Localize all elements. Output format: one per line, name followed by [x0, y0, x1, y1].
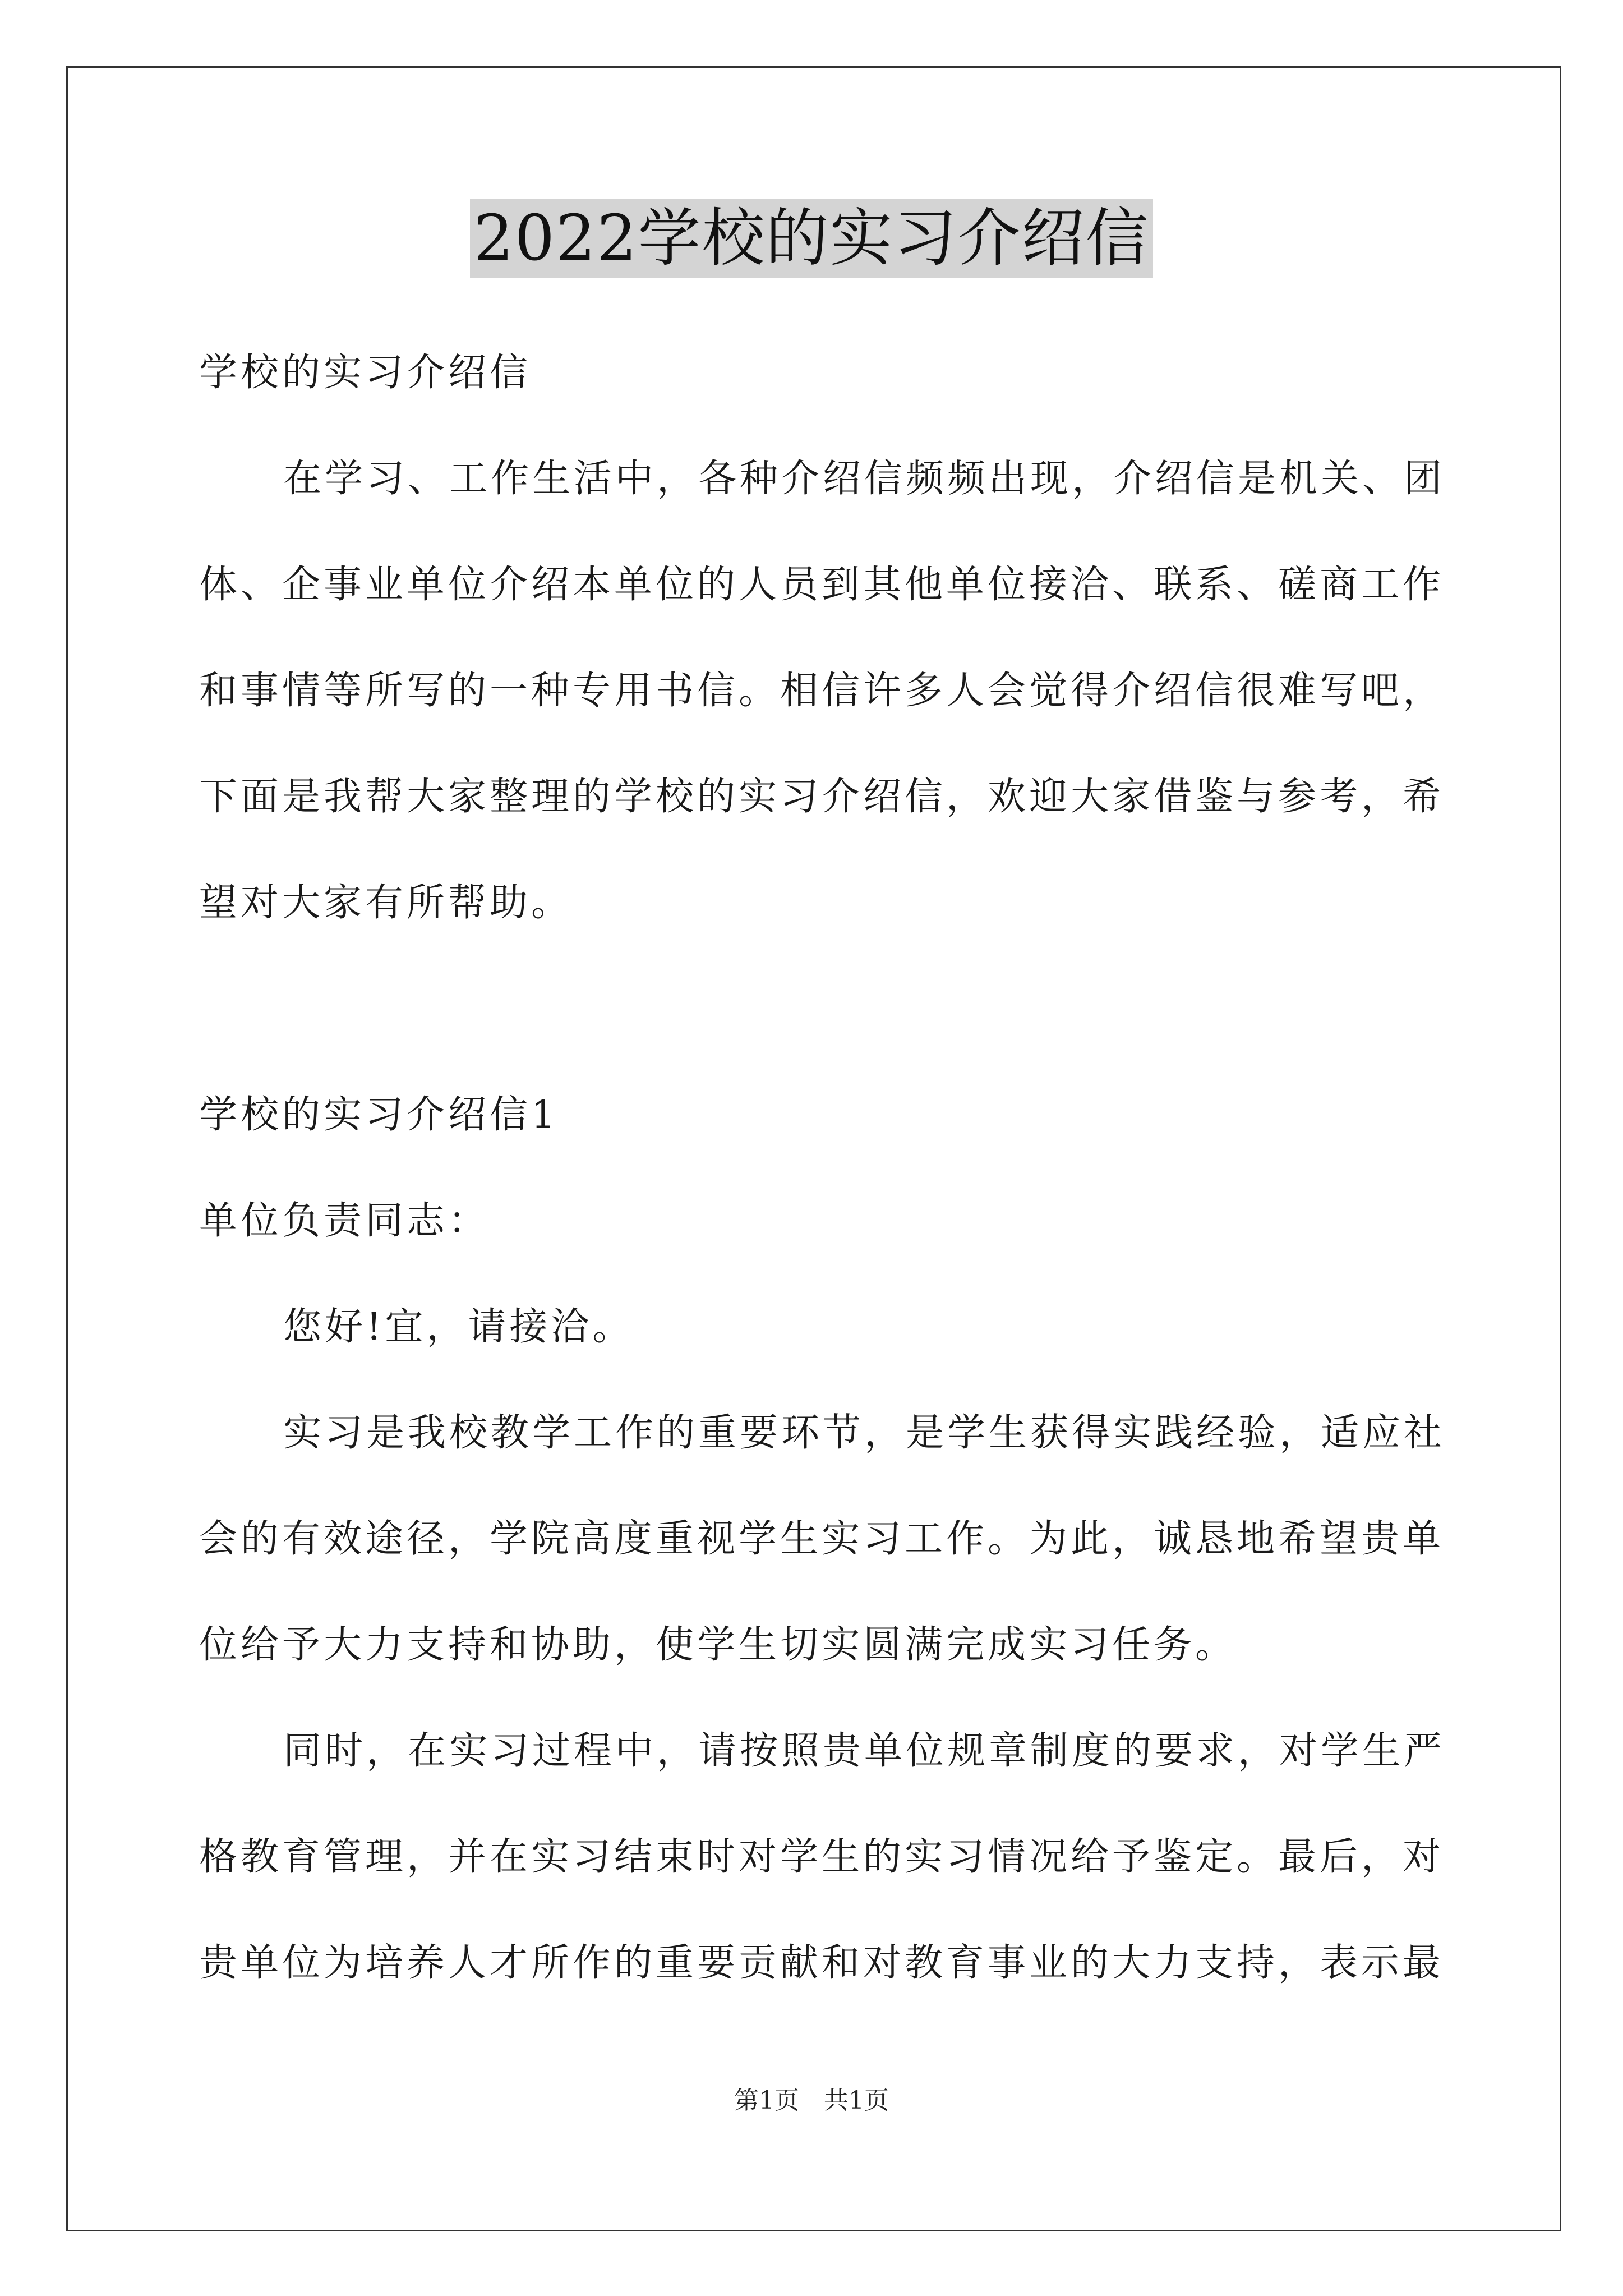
body-paragraph-line: 会的有效途径，学院高度重视学生实习工作。为此，诚恳地希望贵单	[199, 1517, 1445, 1561]
title-container	[0, 199, 1623, 278]
greeting-line: 您好!宜，请接洽。	[283, 1305, 634, 1349]
body-paragraph-line: 格教育管理，并在实习结束时对学生的实习情况给予鉴定。最后，对	[199, 1835, 1445, 1879]
intro-paragraph-line: 在学习、工作生活中，各种介绍信频频出现，介绍信是机关、团	[283, 457, 1446, 501]
document-body	[199, 320, 1446, 2016]
section-heading: 学校的实习介绍信	[199, 351, 532, 395]
body-paragraph-line: 贵单位为培养人才所作的重要贡献和对教育事业的大力支持，表示最	[199, 1941, 1445, 1985]
salutation: 单位负责同志：	[199, 1199, 490, 1243]
body-paragraph-line: 实习是我校教学工作的重要环节，是学生获得实践经验，适应社	[283, 1411, 1446, 1455]
intro-paragraph-line: 下面是我帮大家整理的学校的实习介绍信，欢迎大家借鉴与参考，希	[199, 775, 1445, 819]
letter-heading: 学校的实习介绍信1	[199, 1093, 559, 1137]
blank-line	[199, 956, 1427, 1062]
intro-paragraph-line: 体、企事业单位介绍本单位的人员到其他单位接洽、联系、磋商工作	[199, 563, 1445, 607]
body-paragraph-line: 位给予大力支持和协助，使学生切实圆满完成实习任务。	[199, 1623, 1237, 1667]
intro-paragraph-line: 和事情等所写的一种专用书信。相信许多人会觉得介绍信很难写吧，	[199, 669, 1445, 713]
intro-paragraph-line: 望对大家有所帮助。	[199, 881, 573, 925]
document-title: 2022学校的实习介绍信	[470, 199, 1152, 278]
body-paragraph-line: 同时，在实习过程中，请按照贵单位规章制度的要求，对学生严	[283, 1729, 1446, 1773]
page-footer: 第1页 共1页	[734, 2086, 889, 2115]
